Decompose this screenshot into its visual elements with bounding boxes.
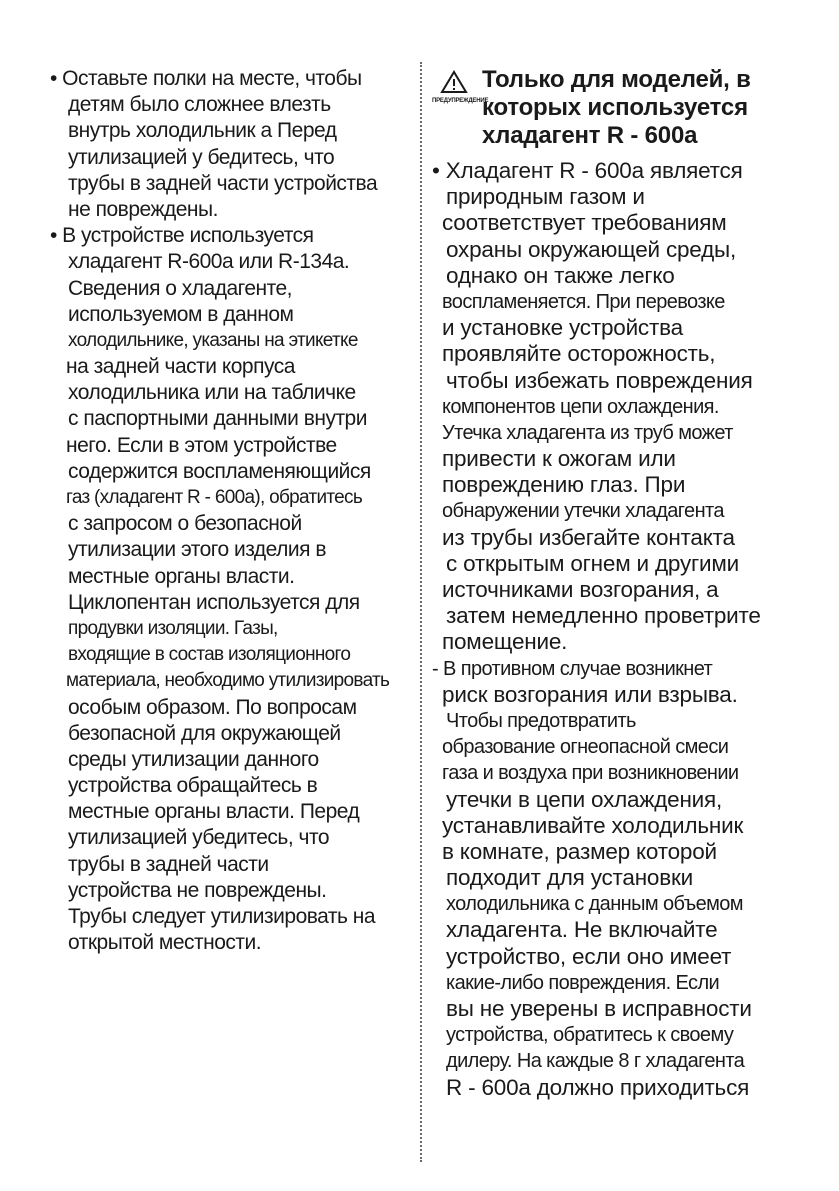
right-text-line: и установке устройства bbox=[442, 315, 683, 341]
right-text-line: • Хладагент R - 600a является bbox=[432, 158, 743, 183]
right-text-line: R - 600a должно приходиться bbox=[446, 1074, 750, 1100]
left-text-line: материала, необходимо утилизировать bbox=[66, 670, 390, 692]
right-text-line: образование огнеопасной смеси bbox=[442, 736, 729, 759]
right-text-line: помещение. bbox=[442, 629, 568, 655]
right-text-line: устанавливайте холодильник bbox=[442, 812, 744, 838]
left-text-line: Циклопентан используется для bbox=[68, 590, 360, 614]
left-text-line: • Оставьте полки на месте, чтобы bbox=[50, 67, 362, 90]
right-text-line: с открытым огнем и другими bbox=[446, 550, 740, 576]
left-column bbox=[50, 66, 418, 956]
left-text-line: газ (хладагент R - 600a), обратитесь bbox=[66, 487, 363, 508]
heading-line-1: Только для моделей, в bbox=[482, 66, 751, 93]
left-text-line: внутрь холодильник а Перед bbox=[68, 119, 337, 143]
right-text-line: повреждению глаз. При bbox=[442, 472, 686, 498]
right-column bbox=[432, 66, 794, 1101]
right-text-line: однако он также легко bbox=[446, 262, 675, 288]
left-text-line: используемом в данном bbox=[68, 302, 294, 326]
right-text-line: устройство, если оно имеет bbox=[446, 943, 732, 969]
right-text-line: привести к ожогам или bbox=[442, 446, 676, 472]
left-text-line: детям было сложнее влезть bbox=[68, 93, 331, 117]
left-text-line: холодильнике, указаны на этикетке bbox=[68, 329, 358, 351]
left-text-line: местные органы власти. Перед bbox=[68, 800, 360, 824]
left-text-line: с паспортными данными внутри bbox=[68, 407, 367, 431]
left-text-line: трубы в задней части устройства bbox=[68, 171, 378, 195]
right-text-line: проявляйте осторожность, bbox=[442, 341, 716, 367]
right-text-line: из трубы избегайте контакта bbox=[442, 524, 735, 550]
left-text-line: холодильника или на табличке bbox=[68, 381, 356, 405]
right-text-line: Утечка хладагента из труб может bbox=[442, 421, 733, 444]
left-text-line: утилизации этого изделия в bbox=[68, 538, 326, 562]
left-text-line: него. Если в этом устройстве bbox=[66, 433, 337, 457]
left-text-line: местные органы власти. bbox=[68, 564, 295, 588]
right-text-line: подходит для установки bbox=[446, 865, 694, 891]
column-divider bbox=[420, 62, 422, 1162]
right-text-line: в комнате, размер которой bbox=[442, 838, 717, 864]
left-text-line: особым образом. По вопросам bbox=[68, 695, 357, 719]
left-text-line: на задней части корпуса bbox=[66, 355, 295, 379]
right-text-line: компонентов цепи охлаждения. bbox=[442, 395, 719, 418]
warning-heading bbox=[432, 66, 794, 152]
right-text-line: охраны окружающей среды, bbox=[446, 236, 737, 262]
right-text-line: воспламеняется. При перевозке bbox=[442, 290, 725, 313]
left-text-line: среды утилизации данного bbox=[68, 747, 319, 771]
left-text-line: содержится воспламеняющийся bbox=[68, 459, 371, 483]
left-text-line: хладагент R-600a или R-134a. bbox=[68, 250, 350, 274]
right-text-line: обнаружении утечки хладагента bbox=[442, 500, 724, 523]
right-text-line: затем немедленно проветрите bbox=[446, 603, 761, 629]
right-text-line: - В противном случае возникнет bbox=[432, 657, 713, 680]
warning-triangle-icon bbox=[440, 70, 468, 94]
left-text-line: продувки изоляции. Газы, bbox=[68, 617, 278, 639]
left-text-line: открытой местности. bbox=[68, 931, 262, 955]
left-text-line: Сведения о хладагенте, bbox=[68, 276, 293, 300]
left-text-line: с запросом о безопасной bbox=[68, 512, 302, 536]
right-text-line: Чтобы предотвратить bbox=[446, 709, 636, 732]
right-text-line: соответствует требованиям bbox=[442, 210, 727, 236]
right-column-body bbox=[432, 158, 794, 1101]
right-text-line: утечки в цепи охлаждения, bbox=[446, 786, 723, 812]
right-text-line: вы не уверены в исправности bbox=[446, 996, 752, 1021]
left-text-line: утилизацией у бедитесь, что bbox=[68, 145, 335, 169]
right-text-line: природным газом и bbox=[446, 184, 645, 210]
heading-line-2: которых используется bbox=[482, 94, 748, 121]
left-text-line: • В устройстве используется bbox=[50, 224, 314, 248]
left-text-line: трубы в задней части bbox=[68, 852, 269, 876]
right-text-line: риск возгорания или взрыва. bbox=[442, 681, 738, 707]
left-text-line: не повреждены. bbox=[68, 197, 218, 221]
right-text-line: дилеру. На каждые 8 г хладагента bbox=[446, 1050, 745, 1073]
left-text-line: утилизацией убедитесь, что bbox=[68, 826, 330, 850]
warning-label: ПРЕДУПРЕЖДЕНИЕ bbox=[432, 98, 489, 104]
right-text-line: хладагента. Не включайте bbox=[446, 917, 718, 943]
left-text-line: входящие в состав изоляционного bbox=[68, 644, 351, 666]
right-text-line: холодильника с данным объемом bbox=[446, 893, 743, 916]
left-text-line: Трубы следует утилизировать на bbox=[68, 905, 376, 928]
left-text-line: безопасной для окружающей bbox=[68, 721, 341, 745]
right-text-line: источниками возгорания, а bbox=[442, 577, 719, 602]
right-text-line: чтобы избежать повреждения bbox=[446, 367, 753, 393]
right-text-line: газа и воздуха при возникновении bbox=[442, 762, 739, 785]
left-text-line: устройства обращайтесь в bbox=[68, 774, 318, 798]
left-text-line: устройства не повреждены. bbox=[68, 878, 327, 902]
heading-line-3: хладагент R - 600a bbox=[482, 122, 698, 149]
right-text-line: устройства, обратитесь к своему bbox=[446, 1024, 734, 1047]
right-text-line: какие-либо повреждения. Если bbox=[446, 971, 720, 994]
